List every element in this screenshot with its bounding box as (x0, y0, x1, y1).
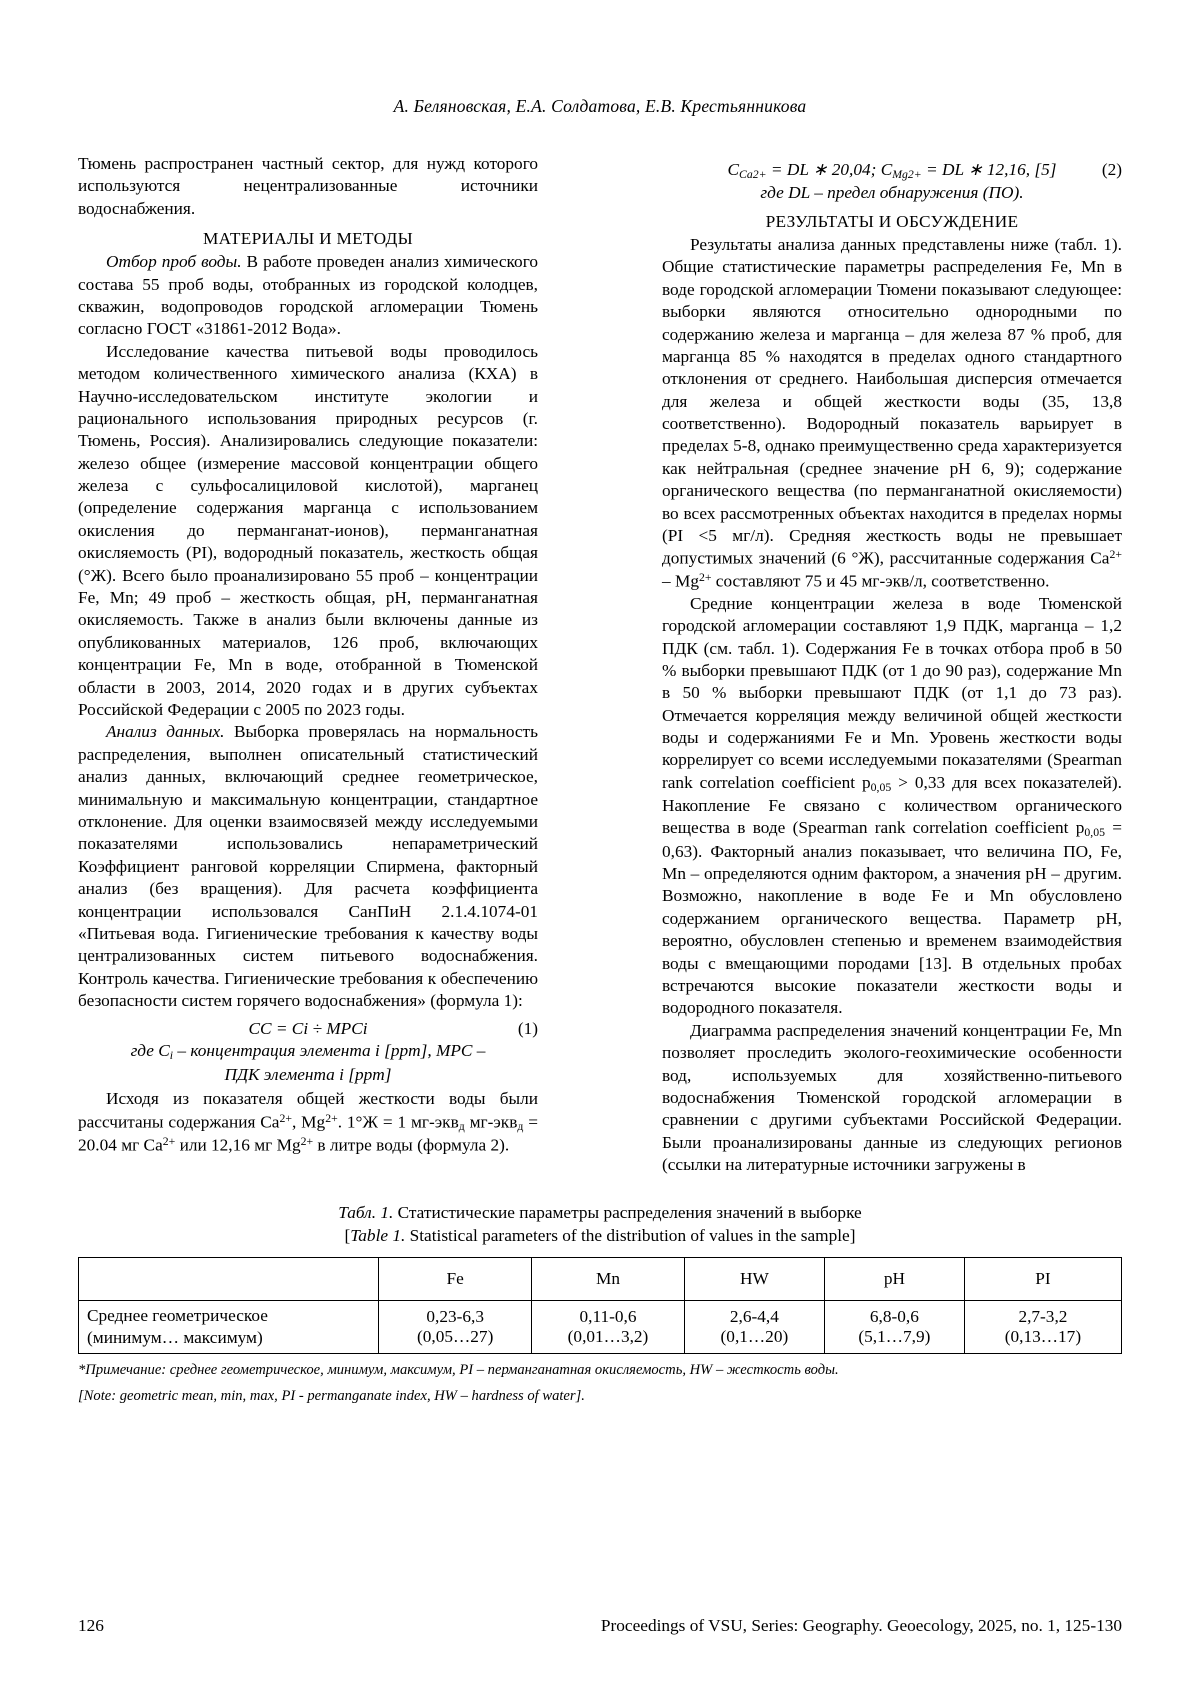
table-header-ph: pH (824, 1258, 964, 1301)
running-head: А. Беляновская, Е.А. Солдатова, Е.В. Крестьянникова (393, 96, 807, 116)
formula-2-number: (2) (1101, 160, 1122, 179)
formula-2-note: где DL – предел обнаружения (ПО). (760, 182, 1024, 202)
table-header-row (79, 1258, 1122, 1301)
table-header-pi: PI (964, 1258, 1121, 1301)
formula-2-mg-subscript: Mg2+ (892, 167, 922, 181)
ca-charge-3: 2+ (1109, 548, 1122, 562)
formula-1-note-line-2: ПДК элемента i [ppm] (224, 1065, 392, 1085)
formula-2 (662, 160, 1122, 181)
hardness-text-2: , Mg (291, 1112, 326, 1132)
table-caption-ru-text: Статистические параметры распределения значений в выборке (393, 1203, 862, 1223)
table-cell-mn-mean: 0,11-0,6 (579, 1307, 637, 1327)
formula-2-middle: = DL ∗ 20,04; C (766, 160, 893, 179)
paragraph-results-1-cont: – Mg (662, 571, 699, 591)
paragraph-results-1-text: Результаты анализа данных представлены ниже (табл. 1). Общие статистические параметры распределения Fe, Mn в воде городской агломерации Тюмени показывают следующее: выборки являются относительно однородными по содержанию железа и марганца – для железа 87 % проб, для марганца 85 % находятся в пределах одного стандартного отклонения от среднего. Наибольшая дисперсия отмечается для железа и общей жесткости воды (35, 13,8 соответственно). Водородный показатель варьирует в пределах 5-8, однако преимущественно среда характеризуется как нейтральная (среднее значение pH 6, 9); содержание органического вещества (по перманганатной окисляемости) во всех рассмотренных объектах находится в пределах нормы (PI <5 мг/л). Средняя жесткость воды не превышает допустимых значений (6 °Ж), рассчитанные содержания Ca (662, 234, 1122, 568)
table-cell-ph (824, 1301, 964, 1353)
formula-2-end: = DL ∗ 12,16, [5] (921, 160, 1057, 179)
lead-in-data-analysis: Анализ данных. (106, 722, 225, 742)
heading-materials-and-methods: МАТЕРИАЛЫ И МЕТОДЫ (202, 229, 414, 249)
hardness-text-7: в литре воды (формула 2). (313, 1135, 510, 1155)
journal-reference: Proceedings of VSU, Series: Geography. Geoecology, 2025, no. 1, 125-130 (600, 1616, 1122, 1635)
table-cell-pi-range: (0,13…17) (1004, 1327, 1082, 1347)
hardness-text-3: . 1°Ж = 1 мг-экв (337, 1112, 459, 1132)
mg-charge-2: 2+ (300, 1135, 314, 1149)
page-footer (78, 1616, 1122, 1636)
paragraph-results-2-middle: > 0,33 для всех показателей). Накопление Fe связано с количеством органического вещества в воде (Spearman rank correlation coefficient p (662, 772, 1123, 838)
heading-results-and-discussion: РЕЗУЛЬТАТЫ И ОБСУЖДЕНИЕ (765, 211, 1019, 231)
formula-2-ca-subscript: Ca2+ (739, 167, 767, 181)
paragraph-results-1-end: составляют 75 и 45 мг-экв/л, соответственно. (711, 571, 1050, 591)
table-cell-hw (684, 1301, 824, 1353)
table-cell-hw-range: (0,1…20) (720, 1327, 789, 1347)
table-caption-ru (78, 1202, 1122, 1224)
table-cell-mn-range: (0,01…3,2) (567, 1327, 649, 1347)
paragraph-results-3: Диаграмма распределения значений концентрации Fe, Mn позволяет проследить эколого-геохимические особенности вод, используемых для хозяйственно-питьевого водоснабжения Тюменской городской агломерации в сравнении с другими субъектами Российской Федерации. Были проанализированы данные из следующих регионов (ссылки на литературные источники загружены в (662, 1020, 1122, 1175)
formula-1-note-subscript: i (169, 1049, 174, 1063)
paragraph-results-2-end: = 0,63). Факторный анализ показывает, что величина ПО, Fe, Mn – определяются одним фактором, а значения pH – другим. Возможно, накопление в воде Fe и Mn обусловлено содержанием органического вещества. Параметр pH, вероятно, обусловлен степенью и временем взаимодействия воды с вмещающими породами [13]. В отдельных пробах встречаются высокие показатели жесткости воды и водородного показателя. (662, 818, 1122, 1018)
two-column-body (78, 153, 1122, 1176)
table-row-label-line-2: (минимум… максимум) (87, 1328, 263, 1348)
table-row-label (79, 1301, 379, 1353)
table-cell-ph-range: (5,1…7,9) (858, 1327, 931, 1347)
formula-1 (78, 1019, 538, 1039)
formula-1-body: CC = Ci ÷ MPCi (248, 1019, 368, 1039)
table-row-label-line-1: Среднее геометрическое (87, 1306, 268, 1326)
hardness-text-5: = 20.04 мг Ca (78, 1112, 538, 1155)
paragraph-sampling (78, 251, 538, 341)
table-cell-ph-mean: 6,8-0,6 (869, 1307, 919, 1327)
page-number: 126 (78, 1616, 104, 1635)
statistics-table (78, 1257, 1122, 1353)
hardness-text-4: мг-экв (469, 1112, 518, 1132)
hardness-sub-1: д (458, 1120, 465, 1133)
formula-1-note-prefix: где C (130, 1041, 170, 1061)
formula-2-ca-symbol: C (727, 160, 739, 179)
mg-charge-3: 2+ (698, 571, 712, 585)
table-block (78, 1202, 1122, 1406)
paragraph-results-2-text: Средние концентрации железа в воде Тюменской городской агломерации составляют 1,9 ПДК, марганца – 1,2 ПДК (см. табл. 1). Содержания Fe в точках отбора проб в 50 % выборки превышают ПДК (от 1 до 90 раз), содержание Mn в 50 % выборки превышают ПДК (от 1,1 до 73 раз). Отмечается корреляция между величиной общей жесткости воды и содержаниями Fe и Mn. Уровень жесткости воды коррелирует со всеми исследуемыми показателями (Spearman rank correlation coefficient p (662, 593, 1122, 792)
table-cell-fe-range: (0,05…27) (417, 1327, 494, 1347)
formula-1-note-rest: – концентрация элемента i [ppm], MPC – (173, 1041, 486, 1061)
table-caption-en (78, 1225, 1122, 1247)
paragraph-sampling-text: В работе проведен анализ химического состава 55 проб воды, отобранных из городской колодцев, скважин, водопроводов городской агломерации Тюмень согласно ГОСТ «31861-2012 Вода». (78, 252, 538, 339)
table-caption-en-text: Statistical parameters of the distribution of values in the sample] (405, 1225, 856, 1245)
table-header-mn: Mn (532, 1258, 685, 1301)
table-caption-en-open: [ (344, 1225, 351, 1245)
table-caption-en-label: Table 1. (350, 1225, 406, 1245)
spearman-subscript-1: 0,05 (870, 780, 892, 794)
table-cell-hw-mean: 2,6-4,4 (729, 1307, 779, 1327)
paragraph-data-analysis (78, 721, 538, 1012)
table-cell-mn (532, 1301, 685, 1353)
paragraph-data-analysis-text: Выборка проверялась на нормальность распределения, выполнен описательный статистический анализ данных, включающий среднее геометрическое, минимальную и максимальную концентрации, стандартное отклонение. Для оценки взаимосвязей между исследуемыми показателями использовались непараметрический Коэффициент ранговой корреляции Спирмена, факторный анализ (без вращения). Для расчета коэффициента концентрации использовался СанПиН 2.1.4.1074-01 «Питьевая вода. Гигиенические требования к качеству воды централизованных систем питьевого водоснабжения. Контроль качества. Гигиенические требования к обеспечению безопасности систем горячего водоснабжения» (формула 1): (78, 722, 538, 1011)
right-column (662, 153, 1122, 1176)
spearman-subscript-2: 0,05 (1084, 826, 1105, 840)
paragraph-results-2 (662, 593, 1122, 1020)
mg-charge-1: 2+ (325, 1111, 338, 1125)
paragraph-intro: Тюмень распространен частный сектор, для нужд которого используются нецентрализованные источники водоснабжения. (78, 154, 538, 218)
formula-1-note-line-1 (78, 1041, 538, 1062)
formula-1-number: (1) (517, 1019, 538, 1039)
ca-charge-2: 2+ (162, 1135, 176, 1149)
table-header-hw: HW (684, 1258, 824, 1301)
lead-in-sampling: Отбор проб воды. (106, 252, 242, 272)
paragraph-methods: Исследование качества питьевой воды проводилось методом количественного химического анализа (КХА) в Научно-исследовательском институте экологии и рационального использования природных ресурсов (г. Тюмень, Россия). Анализировались следующие показатели: железо общее (измерение массовой концентрации общего железа с сульфосалициловой кислотой), марганец (определение содержания марганца с использованием окисления до перманганат-ионов), перманганатная окисляемость (PI), водородный показатель, жесткость общая (°Ж). Всего было проанализировано 55 проб – концентрации Fe, Mn; 49 проб – жесткость общая, pH, перманганатная окисляемость. Также в анализ были включены данные из опубликованных материалов, 126 проб, включающих концентрации Fe, Mn в воде, отобранной в Тюменской области в 2003, 2014, 2020 годах и в других субъектах Российской Федерации с 2005 по 2023 годы. (78, 341, 538, 719)
table-cell-pi (964, 1301, 1121, 1353)
table-note-en: [Note: geometric mean, min, max, PI - permanganate index, HW – hardness of water]. (78, 1387, 585, 1404)
hardness-text-1: Исходя из показателя общей жесткости воды были рассчитаны содержания Ca (78, 1089, 538, 1132)
table-row (79, 1301, 1122, 1353)
table-header-fe: Fe (379, 1258, 532, 1301)
table-caption-ru-label: Табл. 1. (338, 1203, 394, 1223)
hardness-sub-2: д (517, 1120, 524, 1133)
left-column (78, 153, 538, 1157)
paragraph-hardness-calc (78, 1088, 538, 1157)
ca-charge-1: 2+ (279, 1111, 292, 1125)
table-note-ru: *Примечание: среднее геометрическое, минимум, максимум, PI – перманганатная окисляемость, HW – жесткость воды. (78, 1361, 839, 1378)
table-cell-fe-mean: 0,23-6,3 (426, 1307, 484, 1327)
paragraph-results-1 (662, 234, 1122, 593)
hardness-text-6: или 12,16 мг Mg (175, 1135, 301, 1155)
table-cell-fe (379, 1301, 532, 1353)
table-header-blank (79, 1258, 379, 1301)
table-cell-pi-mean: 2,7-3,2 (1018, 1307, 1068, 1327)
